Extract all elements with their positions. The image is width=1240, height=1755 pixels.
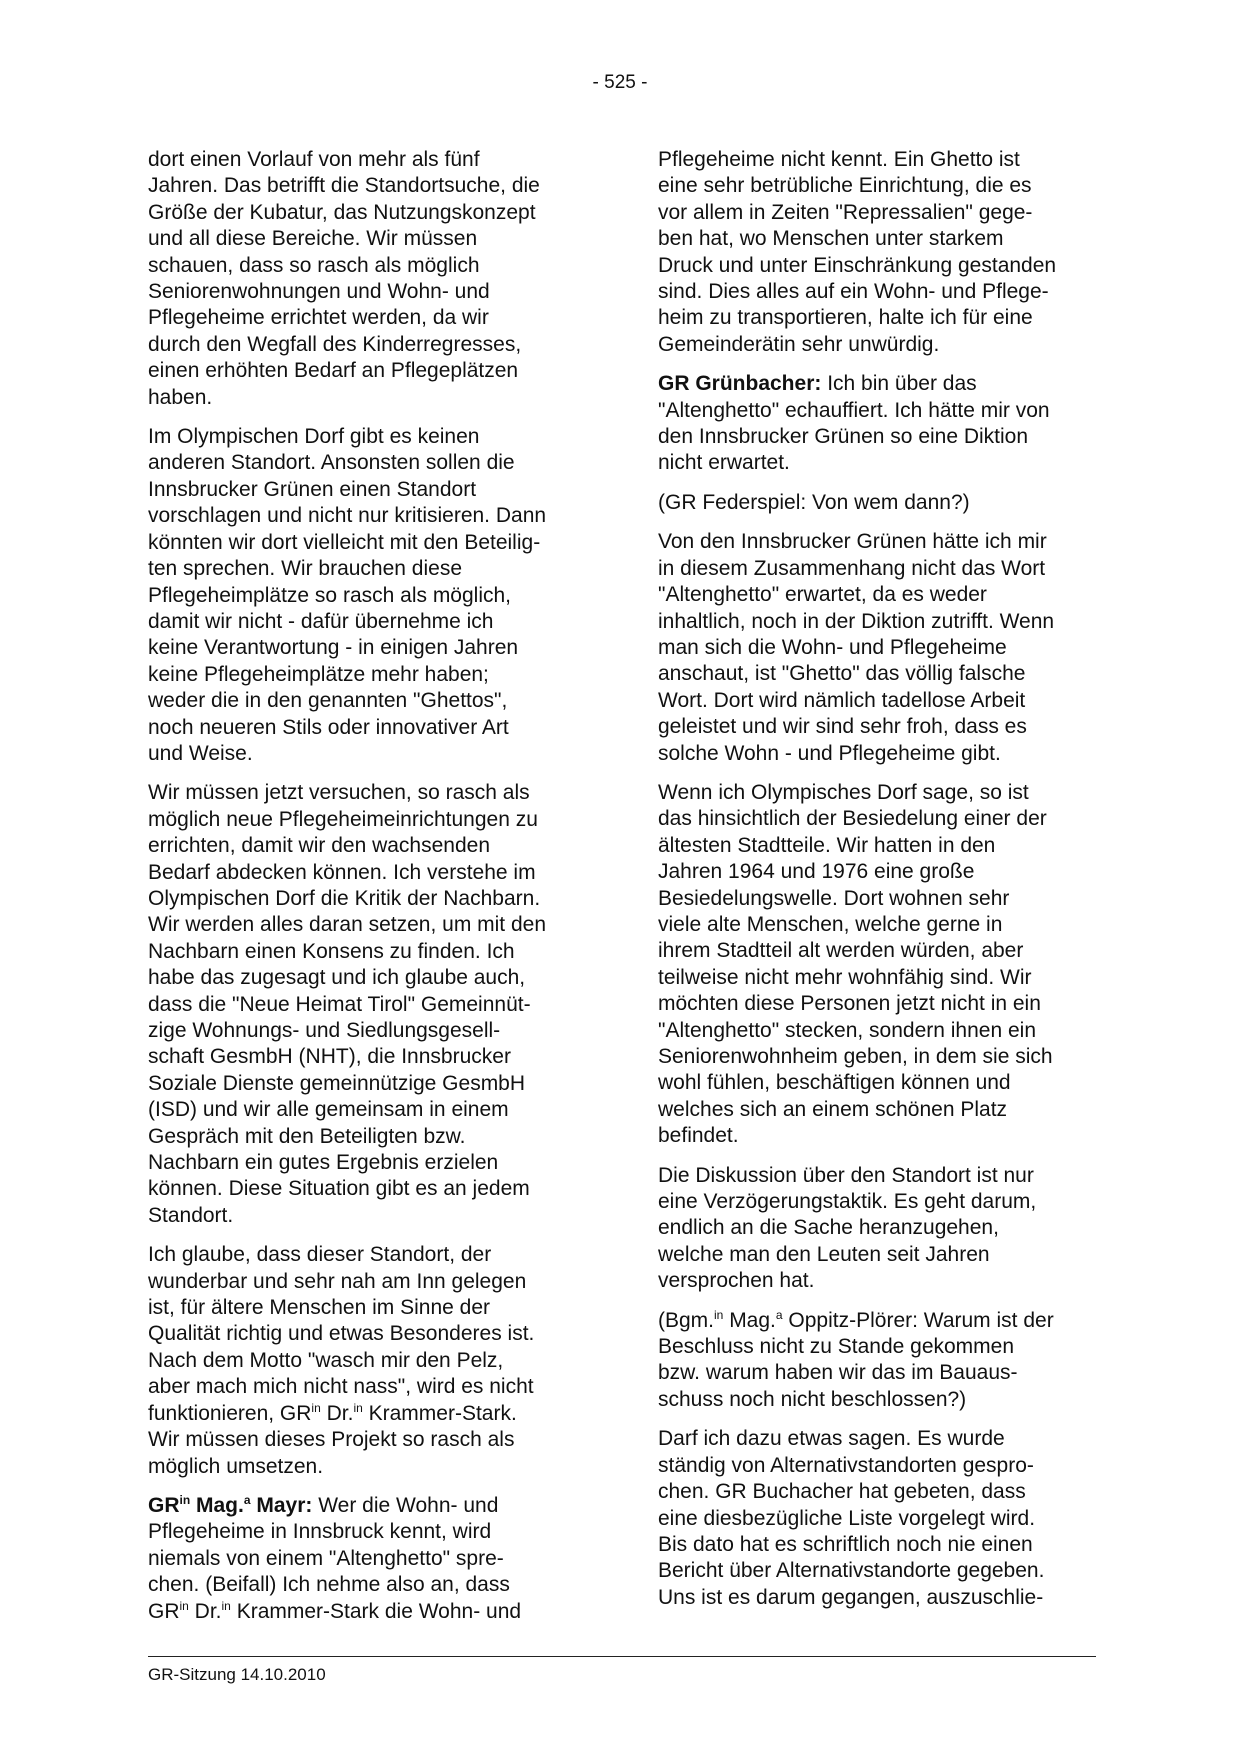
text-line: (ISD) und wir alle gemeinsam in einem	[148, 1098, 509, 1122]
paragraph	[148, 780, 588, 1229]
text-line: chen. GR Buchacher hat gebeten, dass	[658, 1480, 1026, 1504]
text-line: Von den Innsbrucker Grünen hätte ich mir	[658, 530, 1047, 554]
text-line: das hinsichtlich der Besiedelung einer der	[658, 807, 1047, 831]
text-line: funktionieren, $GR^{in}$ Dr.$^{in}$ Krammer-Stark.	[148, 1400, 517, 1425]
paragraph	[658, 1426, 1098, 1611]
paragraph	[658, 1308, 1098, 1414]
text-line: Pflegeheimplätze so rasch als möglich,	[148, 583, 512, 607]
text-line: versprochen hat.	[658, 1269, 815, 1293]
text-line: teilweise nicht mehr wohnfähig sind. Wir	[658, 965, 1032, 989]
text-line: solche Wohn - und Pflegeheime gibt.	[658, 741, 1001, 765]
text-line: schaft GesmbH (NHT), die Innsbrucker	[148, 1045, 511, 1069]
text-line: Seniorenwohnungen und Wohn- und	[148, 280, 490, 304]
text-line: ältesten Stadtteile. Wir hatten in den	[658, 833, 996, 857]
text-line: niemals von einem "Altenghetto" spre-	[148, 1546, 504, 1570]
text-line: Wenn ich Olympisches Dorf sage, so ist	[658, 780, 1029, 804]
text-line: Gemeinderätin sehr unwürdig.	[658, 332, 940, 356]
text-line: Seniorenwohnheim geben, in dem sie sich	[658, 1045, 1053, 1068]
text-line: können. Diese Situation gibt es an jedem	[148, 1177, 530, 1201]
text-line: Pflegeheime nicht kennt. Ein Ghetto ist	[658, 148, 1020, 171]
text-line: wunderbar und sehr nah am Inn gelegen	[148, 1269, 527, 1293]
left-column	[148, 147, 588, 1638]
text-line: Wir müssen jetzt versuchen, so rasch als	[148, 781, 530, 805]
paragraph	[658, 529, 1098, 767]
text-line: Nach dem Motto "wasch mir den Pelz,	[148, 1348, 504, 1372]
speaker-name: $GR^{in}$ Mag.$^a$ Mayr:	[148, 1492, 313, 1517]
text-line: aber mach mich nicht nass", wird es nicht	[148, 1375, 534, 1399]
text-line: wohl fühlen, beschäftigen können und	[658, 1071, 1011, 1095]
text-line: inhaltlich, noch in der Diktion zutrifft. Wenn	[658, 609, 1055, 633]
text-line: Gespräch mit den Beteiligten bzw.	[148, 1124, 466, 1148]
text-line: Nachbarn ein gutes Ergebnis erzielen	[148, 1151, 499, 1175]
text-line: Pflegeheime in Innsbruck kennt, wird	[148, 1520, 492, 1544]
speaker-name: GR Grünbacher:	[658, 372, 822, 396]
text-line: vor allem in Zeiten "Repressalien" gege-	[658, 200, 1033, 224]
paragraph	[148, 1493, 588, 1625]
text-line: Nachbarn einen Konsens zu finden. Ich	[148, 939, 515, 963]
text-line: anschaut, ist "Ghetto" das völlig falsche	[658, 662, 1026, 686]
text-line: Wir werden alles daran setzen, um mit den	[148, 913, 547, 937]
footer-divider	[148, 1656, 1096, 1657]
text-line: ihrem Stadtteil alt werden würden, aber	[658, 939, 1024, 963]
text-line: "Altenghetto" stecken, sondern ihnen ein	[658, 1018, 1036, 1042]
text-line: Besiedelungswelle. Dort wohnen sehr	[658, 886, 1010, 910]
text-line: Jahren 1964 und 1976 eine große	[658, 860, 975, 884]
text-line: Druck und unter Einschränkung gestanden	[658, 253, 1057, 277]
text-line: schuss noch nicht beschlossen?)	[658, 1387, 967, 1411]
text-line: endlich an die Sache heranzugehen,	[658, 1216, 999, 1240]
text-line: weder die in den genannten "Ghettos",	[148, 689, 508, 713]
text-line: heim zu transportieren, halte ich für eine	[658, 306, 1033, 330]
text-line: in diesem Zusammenhang nicht das Wort	[658, 556, 1046, 580]
text-line: Innsbrucker Grünen einen Standort	[148, 477, 477, 501]
page-number: - 525 -	[592, 72, 648, 93]
text-line: welche man den Leuten seit Jahren	[658, 1242, 990, 1266]
text-line: man sich die Wohn- und Pflegeheime	[658, 635, 1007, 659]
text-line: Jahren. Das betrifft die Standortsuche, die	[148, 174, 540, 198]
text-line: möchten diese Personen jetzt nicht in ein	[658, 992, 1041, 1016]
text-line: Pflegeheime errichtet werden, da wir	[148, 306, 489, 330]
text-line: eine sehr betrübliche Einrichtung, die es	[658, 174, 1032, 198]
text-line: haben.	[148, 385, 213, 409]
text-line: Wir müssen dieses Projekt so rasch als	[148, 1428, 515, 1452]
text-line: befindet.	[658, 1124, 739, 1148]
text-line: geleistet und wir sind sehr froh, dass es	[658, 715, 1027, 739]
text-line: Darf ich dazu etwas sagen. Es wurde	[658, 1427, 1005, 1451]
paragraph	[148, 1242, 588, 1480]
text-line: Qualität richtig und etwas Besonderes ist.	[148, 1322, 535, 1346]
text-line: und all diese Bereiche. Wir müssen	[148, 227, 478, 251]
text-line: keine Pflegeheimplätze mehr haben;	[148, 662, 489, 686]
paragraph	[658, 780, 1098, 1150]
text-line: dass die "Neue Heimat Tirol" Gemeinnüt-	[148, 992, 531, 1016]
text-line: chen. (Beifall) Ich nehme also an, dass	[148, 1573, 510, 1597]
text-line: Ich glaube, dass dieser Standort, der	[148, 1243, 492, 1267]
text-line: und Weise.	[148, 741, 253, 765]
text-line: sind. Dies alles auf ein Wohn- und Pflege-	[658, 280, 1049, 304]
text-line: (GR Federspiel: Von wem dann?)	[658, 490, 970, 514]
text-line: $GR^{in}$ Dr.$^{in}$ Krammer-Stark die Wohn- und	[148, 1598, 522, 1623]
text-line: Beschluss nicht zu Stande gekommen	[658, 1335, 1015, 1359]
text-line: möglich neue Pflegeheimeinrichtungen zu	[148, 807, 538, 831]
text-line: GR Grünbacher: Ich bin über das	[658, 372, 977, 396]
text-line: keine Verantwortung - in einigen Jahren	[148, 636, 519, 660]
text-line: eine Verzögerungstaktik. Es geht darum,	[658, 1190, 1037, 1214]
text-line: ben hat, wo Menschen unter starkem	[658, 227, 1004, 251]
text-line: ständig von Alternativstandorten gespro-	[658, 1453, 1034, 1477]
paragraph	[148, 147, 588, 411]
paragraph	[658, 147, 1098, 358]
text-line: eine diesbezügliche Liste vorgelegt wird.	[658, 1506, 1036, 1530]
text-line: viele alte Menschen, welche gerne in	[658, 912, 1003, 936]
text-line: Standort.	[148, 1203, 234, 1227]
text-line: könnten wir dort vielleicht mit den Beteilig-	[148, 530, 541, 554]
text-line: ist, für ältere Menschen im Sinne der	[148, 1296, 490, 1320]
text-line: zige Wohnungs- und Siedlungsgesell-	[148, 1019, 501, 1042]
text-line: ten sprechen. Wir brauchen diese	[148, 557, 463, 581]
text-line: durch den Wegfall des Kinderregresses,	[148, 332, 522, 356]
footer-text: GR-Sitzung 14.10.2010	[148, 1665, 326, 1684]
text-line: Bedarf abdecken können. Ich verstehe im	[148, 860, 536, 884]
text-line: damit wir nicht - dafür übernehme ich	[148, 609, 494, 633]
text-line: errichten, damit wir den wachsenden	[148, 834, 491, 858]
text-line: "Altenghetto" erwartet, da es weder	[658, 583, 987, 607]
text-line: "Altenghetto" echauffiert. Ich hätte mir von	[658, 398, 1050, 422]
text-line: Im Olympischen Dorf gibt es keinen	[148, 425, 480, 449]
text-line: vorschlagen und nicht nur kritisieren. Dann	[148, 504, 547, 528]
text-line: Soziale Dienste gemeinnützige GesmbH	[148, 1071, 526, 1095]
text-line: $GR^{in}$ Mag.$^a$ Mayr: Wer die Wohn- und	[148, 1492, 499, 1517]
paragraph	[658, 1163, 1098, 1295]
paragraph	[658, 371, 1098, 477]
text-line: den Innsbrucker Grünen so eine Diktion	[658, 425, 1029, 449]
text-line: Olympischen Dorf die Kritik der Nachbarn.	[148, 886, 541, 910]
text-line: nicht erwartet.	[658, 451, 790, 475]
text-line: möglich umsetzen.	[148, 1454, 324, 1478]
text-line: habe das zugesagt und ich glaube auch,	[148, 966, 526, 990]
text-line: schauen, dass so rasch als möglich	[148, 253, 480, 277]
text-line: einen erhöhten Bedarf an Pflegeplätzen	[148, 359, 519, 383]
text-line: anderen Standort. Ansonsten sollen die	[148, 451, 515, 475]
text-line: dort einen Vorlauf von mehr als fünf	[148, 148, 480, 171]
right-column	[658, 147, 1098, 1624]
text-line: Uns ist es darum gegangen, auszuschlie-	[658, 1585, 1044, 1609]
text-line: (Bgm.$^{in}$ Mag.$^a$ Oppitz-Plörer: Warum ist der	[658, 1307, 1054, 1332]
text-line: welches sich an einem schönen Platz	[658, 1097, 1008, 1121]
paragraph	[658, 490, 1098, 516]
text-line: noch neueren Stils oder innovativer Art	[148, 715, 509, 739]
text-line: Bericht über Alternativstandorte gegeben.	[658, 1559, 1045, 1583]
text-line: Bis dato hat es schriftlich noch nie einen	[658, 1532, 1033, 1556]
text-line: bzw. warum haben wir das im Bauaus-	[658, 1361, 1018, 1385]
text-line: Wort. Dort wird nämlich tadellose Arbeit	[658, 688, 1026, 712]
paragraph	[148, 424, 588, 767]
text-line: Die Diskussion über den Standort ist nur	[658, 1163, 1034, 1187]
text-line: Größe der Kubatur, das Nutzungskonzept	[148, 200, 536, 224]
